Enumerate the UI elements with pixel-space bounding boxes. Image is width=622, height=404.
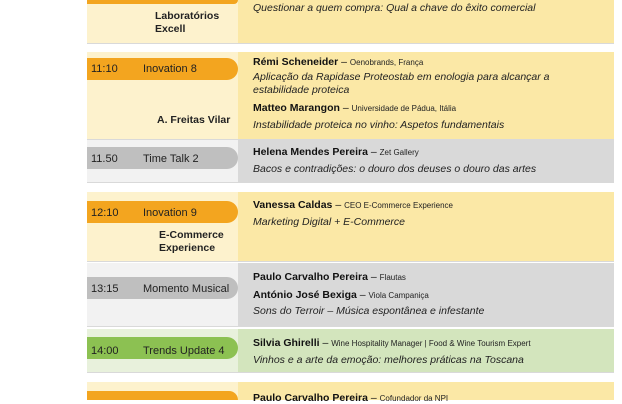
speaker-affiliation: CEO E-Commerce Experience — [344, 201, 453, 210]
talk-title: Marketing Digital + E-Commerce — [253, 216, 406, 228]
program-entry-1 — [0, 52, 622, 140]
speaker-affiliation: Universidade de Pádua, Itália — [351, 104, 457, 113]
program-entry-6 — [0, 382, 622, 404]
speaker-name: Paulo Carvalho Pereira — [253, 392, 368, 404]
talk-title: Instabilidade proteica no vinho: Aspetos fundamentais — [253, 119, 505, 131]
talk-title: Vinhos e a arte da emoção: melhores práticas na Toscana — [253, 354, 524, 366]
talk-title: Questionar a quem compra: Qual a chave do êxito comercial — [253, 2, 536, 14]
speaker-line: Paulo Carvalho Pereira – Cofundador da NPI — [253, 392, 449, 404]
speaker-affiliation: Wine Hospitality Manager | Food & Wine Tourism Expert — [331, 339, 531, 348]
session-time: 11:10 — [91, 63, 118, 75]
speaker-name: Helena Mendes Pereira — [253, 146, 368, 158]
speaker-line: Rémi Scheneider – Oenobrands, França — [253, 56, 424, 68]
speaker-name: Silvia Ghirelli — [253, 337, 320, 349]
session-name: Inovation 9 — [143, 207, 197, 219]
session-time: 14:00 — [91, 345, 119, 357]
speaker-affiliation: Oenobrands, França — [349, 58, 424, 67]
session-time: 12:10 — [91, 207, 119, 219]
program-entry-5 — [0, 329, 622, 373]
talk-title: Aplicação da Rapidase Proteostab em enologia para alcançar a estabilidade proteica — [253, 71, 550, 96]
session-partner: Laboratórios Excell — [155, 10, 220, 35]
session-name: Momento Musical — [143, 283, 230, 295]
speaker-line: Helena Mendes Pereira – Zet Gallery — [253, 146, 419, 158]
session-partner: A. Freitas Vilar — [157, 114, 231, 126]
program-entry-2 — [0, 140, 622, 183]
speaker-name: Rémi Scheneider — [253, 56, 339, 68]
session-time: 13:15 — [91, 283, 119, 295]
speaker-affiliation: Cofundador da NPI — [379, 394, 449, 403]
speaker-affiliation: Zet Gallery — [379, 148, 419, 157]
talk-title: Bacos e contradições: o douro dos deuses o douro das artes — [253, 163, 537, 175]
speaker-affiliation: Viola Campaniça — [368, 291, 429, 300]
speaker-line: Paulo Carvalho Pereira – Flautas — [253, 271, 406, 283]
session-name: Inovation 8 — [143, 63, 197, 75]
speaker-line: Matteo Marangon – Universidade de Pádua, Itália — [253, 102, 457, 114]
session-partner: E-Commerce Experience — [159, 229, 224, 254]
speaker-line: Vanessa Caldas – CEO E-Commerce Experience — [253, 199, 453, 211]
program-entry-0 — [0, 0, 622, 44]
session-name: Time Talk 2 — [143, 153, 199, 165]
session-name: Trends Update 4 — [143, 345, 225, 357]
session-time: 11.50 — [91, 153, 118, 165]
speaker-name: António José Bexiga — [253, 289, 357, 301]
program-entry-4 — [0, 263, 622, 327]
talk-title: Sons do Terroir – Música espontânea e infestante — [253, 305, 485, 317]
speaker-affiliation: Flautas — [379, 273, 406, 282]
speaker-line: Silvia Ghirelli – Wine Hospitality Manager | Food & Wine Tourism Expert — [253, 337, 531, 349]
speaker-name: Matteo Marangon — [253, 102, 340, 114]
speaker-name: Vanessa Caldas — [253, 199, 333, 211]
speaker-line: António José Bexiga – Viola Campaniça — [253, 289, 429, 301]
program-entry-3 — [0, 192, 622, 262]
speaker-name: Paulo Carvalho Pereira — [253, 271, 368, 283]
